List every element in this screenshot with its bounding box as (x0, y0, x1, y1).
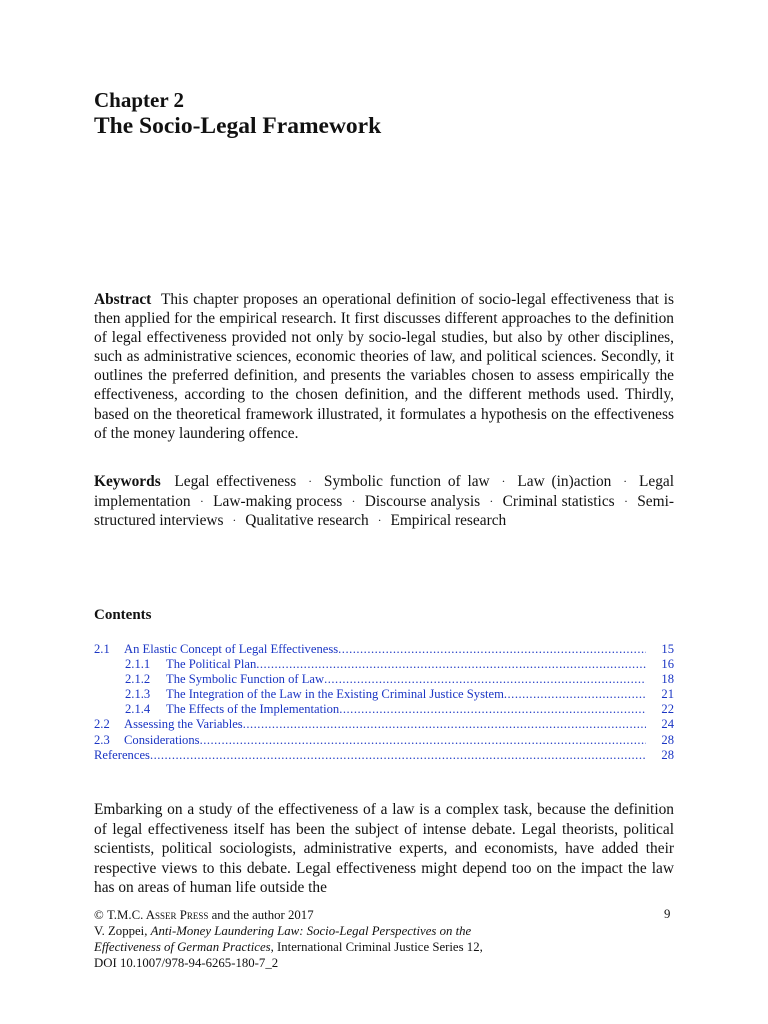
toc-entry-title[interactable]: References (94, 747, 150, 762)
keyword-separator: · (501, 474, 506, 488)
keyword-separator: · (623, 493, 628, 508)
keyword-separator: · (377, 513, 382, 527)
toc-entry-title[interactable]: The Political Plan (166, 657, 257, 672)
toc-entry-title[interactable]: Assessing the Variables (124, 717, 243, 732)
toc-entry-title[interactable]: The Integration of the Law in the Existing Criminal Justice System (166, 687, 504, 702)
toc-entry-page[interactable]: 16 (661, 657, 674, 672)
keyword-separator: · (351, 493, 356, 508)
toc-entry[interactable] (94, 642, 674, 657)
keywords-heading: Keywords (94, 473, 161, 490)
toc-entry-page[interactable]: 18 (661, 672, 674, 687)
toc-entry-page[interactable]: 24 (661, 717, 674, 732)
keyword-item: Law-making process (213, 492, 343, 510)
body-paragraph: Embarking on a study of the effectiveness of a law is a complex task, because the definition of legal effectiveness itself has been the subject of intense debate. Legal theorists, political scientists, political sociologists, administrative experts, and economists, have added their respective views to this debate. Legal effectiveness might depend too on the impact the law has on areas of human life outside the (94, 801, 674, 896)
toc-entry[interactable] (94, 657, 674, 672)
copyright-rest: and the author 2017 (211, 908, 314, 922)
book-title-2: Effectiveness of German Practices (94, 940, 271, 955)
abstract-paragraph (94, 290, 674, 443)
toc-entry[interactable] (94, 672, 674, 687)
table-of-contents (94, 642, 674, 763)
toc-entry-number: 2.3 (94, 732, 110, 747)
toc-entry-page[interactable]: 15 (661, 642, 674, 656)
toc-entry-title[interactable]: Considerations (124, 732, 200, 747)
keyword-separator: · (199, 493, 204, 508)
keyword-separator: · (623, 474, 628, 488)
keyword-item: Semi-structured interviews (94, 492, 674, 529)
citation-line-2 (94, 939, 674, 955)
toc-leader-dots (339, 702, 646, 717)
abstract-text: This chapter proposes an operational definition of socio-legal effectiveness that is then applied for the empirical research. It first discusses different approaches to the definition of legal effectiveness provided not only by socio-legal studies, but also by other disciplines, such as administrative sciences, economic theories of law, and political sciences. Secondly, it outlines the preferred definition, and presents the variables chosen to assess empirically the effectiveness, according to the chosen definition, and the different methods used. Thirdly, based on the theoretical framework illustrated, it formulates a hypothesis on the effectiveness of the money laundering offence. (94, 291, 674, 442)
author-name: V. Zoppei, (94, 924, 148, 939)
toc-entry-number: 2.1.2 (125, 672, 151, 687)
toc-entry[interactable] (94, 733, 674, 748)
toc-entry-title[interactable]: The Symbolic Function of Law (166, 672, 325, 687)
toc-leader-dots (256, 657, 646, 672)
page-number: 9 (664, 907, 671, 921)
toc-leader-dots (324, 672, 646, 687)
toc-entry-number: 2.1 (94, 642, 110, 656)
publisher-name: T.M.C. Asser Press (106, 908, 209, 922)
toc-leader-dots (504, 687, 646, 702)
keyword-separator: · (308, 474, 313, 488)
keyword-separator: · (232, 513, 237, 527)
toc-entry[interactable] (94, 748, 674, 763)
toc-leader-dots (150, 748, 646, 763)
toc-entry[interactable] (94, 702, 674, 717)
toc-entry-title[interactable]: The Effects of the Implementation (166, 702, 340, 717)
keyword-item: Qualitative research (245, 512, 369, 529)
toc-entry-number: 2.1.1 (125, 657, 151, 672)
series-name: , International Criminal Justice Series 12, (270, 940, 483, 955)
toc-entry-page[interactable]: 28 (661, 732, 674, 747)
keyword-item: Symbolic function of law (323, 473, 490, 490)
contents-heading: Contents (94, 607, 152, 623)
keyword-item: Legal implementation (94, 473, 675, 510)
toc-entry-page[interactable]: 21 (661, 687, 674, 702)
toc-entry-number: 2.1.3 (125, 687, 151, 702)
keyword-item: Legal effectiveness (174, 473, 297, 490)
keyword-separator: · (489, 493, 494, 508)
doi-line: DOI 10.1007/978-94-6265-180-7_2 (94, 956, 279, 971)
toc-leader-dots (243, 717, 646, 732)
toc-entry-title[interactable]: An Elastic Concept of Legal Effectiveness (124, 642, 339, 656)
toc-entry-page[interactable]: 28 (661, 747, 674, 762)
keyword-item: Empirical research (390, 512, 507, 529)
toc-entry-number: 2.1.4 (125, 702, 151, 717)
keyword-item: Law (in)action (517, 473, 612, 490)
toc-leader-dots (200, 733, 646, 748)
toc-leader-dots (338, 642, 646, 657)
copyright-symbol: © (94, 908, 104, 922)
copyright-line (94, 907, 674, 923)
toc-entry-number: 2.2 (94, 717, 110, 732)
copyright-footer (94, 907, 674, 971)
chapter-label: Chapter 2 (94, 88, 185, 112)
abstract-heading: Abstract (94, 291, 152, 308)
chapter-title: The Socio-Legal Framework (94, 113, 382, 139)
citation-line-1 (94, 923, 674, 939)
toc-entry[interactable] (94, 717, 674, 732)
book-title-1: Anti-Money Laundering Law: Socio-Legal Perspectives on the (150, 924, 472, 939)
keyword-item: Criminal statistics (502, 492, 615, 510)
toc-entry[interactable] (94, 687, 674, 702)
keyword-item: Discourse analysis (364, 492, 481, 510)
toc-entry-page[interactable]: 22 (661, 702, 674, 717)
keywords-paragraph (94, 472, 674, 531)
